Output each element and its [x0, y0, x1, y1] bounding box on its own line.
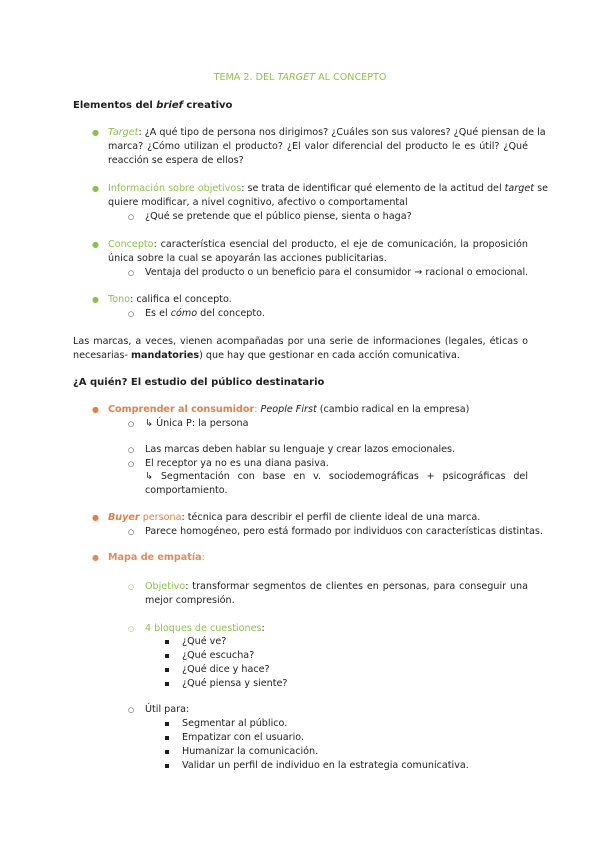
comprender-sub-3b-2: comportamiento.: [145, 485, 228, 496]
concepto-label: Concepto: [108, 239, 154, 250]
sub-bullet-circle: ○: [128, 420, 135, 428]
info-line-1: Información sobre objetivos: se trata de identificar qué elemento de la actitud del target se: [108, 183, 548, 194]
bloques-label-line: 4 bloques de cuestiones:: [145, 623, 265, 634]
comprender-sub-3: El receptor ya no es una diana pasiva.: [145, 458, 329, 469]
buyer-sub-1: Parece homogéneo, pero está formado por individuos con características distintas.: [145, 526, 543, 537]
sub-bullet-circle: ○: [128, 460, 135, 468]
target-line-3: reacción se espera de ellos?: [108, 155, 244, 166]
comprender-line-1: Comprender al consumidor: People First (cambio radical en la empresa): [108, 404, 470, 415]
bullet-dot: ●: [92, 240, 99, 249]
marcas-line-1: Las marcas, a veces, vienen acompañadas por una serie de informaciones (legales, éticas o: [73, 336, 528, 347]
bloque-item: ¿Qué escucha?: [182, 650, 255, 661]
square-bullet: [165, 668, 169, 672]
util-item: Validar un perfil de individuo en la estrategia comunicativa.: [182, 760, 469, 771]
util-label: Útil para:: [145, 704, 190, 715]
sub-bullet-circle: ○: [128, 446, 135, 454]
bullet-dot: ●: [92, 553, 99, 562]
sub-bullet-circle: ○: [128, 213, 135, 221]
comprender-sub-2: Las marcas deben hablar su lenguaje y crear lazos emocionales.: [145, 444, 456, 455]
bullet-dot: ●: [92, 513, 99, 522]
bullet-dot: ●: [92, 184, 99, 193]
util-item: Empatizar con el usuario.: [182, 732, 305, 743]
bloque-item: ¿Qué piensa y siente?: [182, 678, 288, 689]
square-bullet: [165, 764, 169, 768]
sub-bullet-circle: ○: [128, 706, 135, 714]
title-italic: TARGET: [277, 72, 316, 83]
sub-bullet-circle: ○: [128, 583, 135, 591]
target-label: Target: [108, 127, 139, 138]
mapa-label: Mapa de empatía: [108, 552, 202, 563]
sub-bullet-circle: ○: [128, 528, 135, 536]
info-line-2: quiere modificar, a nivel cognitivo, afectivo o comportamental: [108, 197, 408, 208]
bullet-dot: ●: [92, 128, 99, 137]
section-heading-elementos: Elementos del brief creativo: [73, 100, 233, 111]
tono-sub-1: Es el cómo del concepto.: [145, 308, 265, 319]
target-line-1: Target: ¿A qué tipo de persona nos dirigimos? ¿Cuáles son sus valores? ¿Qué piensan de la: [108, 127, 546, 138]
concepto-line-2: única sobre la cual se apoyarán las acciones publicitarias.: [108, 253, 387, 264]
comprender-label: Comprender al consumidor: [108, 404, 255, 415]
square-bullet: [165, 682, 169, 686]
square-bullet: [165, 722, 169, 726]
title-pre: TEMA 2. DEL: [213, 72, 278, 83]
comprender-sub-1: ↳ Única P: la persona: [145, 418, 249, 429]
bloques-label: 4 bloques de cuestiones: [145, 623, 262, 634]
bullet-dot: ●: [92, 295, 99, 304]
title-post: AL CONCEPTO: [315, 72, 387, 83]
info-sub-1: ¿Qué se pretende que el público piense, sienta o haga?: [145, 211, 412, 222]
buyer-line-1: Buyer persona: técnica para describir el perfil de cliente ideal de una marca.: [108, 512, 481, 523]
util-item: Humanizar la comunicación.: [182, 746, 319, 757]
sub-bullet-circle: ○: [128, 625, 135, 633]
objetivo-line-1: Objetivo: transformar segmentos de clientes en personas, para conseguir una: [145, 581, 528, 592]
mapa-line: Mapa de empatía:: [108, 552, 205, 563]
square-bullet: [165, 654, 169, 658]
comprender-sub-3b-1: ↳ Segmentación con base en v. sociodemográficas + psicográficas del: [145, 471, 528, 482]
marcas-line-2: necesarias- mandatories) que hay que gestionar en cada acción comunicativa.: [73, 350, 460, 361]
sub-bullet-circle: ○: [128, 269, 135, 277]
concepto-sub-1: Ventaja del producto o un beneficio para el consumidor → racional o emocional.: [145, 267, 529, 278]
util-item: Segmentar al público.: [182, 718, 288, 729]
concepto-line-1: Concepto: característica esencial del producto, el eje de comunicación, la proposición: [108, 239, 528, 250]
bloque-item: ¿Qué ve?: [182, 636, 227, 647]
page-title: [0, 71, 600, 85]
sub-bullet-circle: ○: [128, 310, 135, 318]
objetivo-line-2: mejor compresión.: [145, 595, 235, 606]
tono-line-1: Tono: califica el concepto.: [108, 294, 232, 305]
objetivo-label: Objetivo: [145, 581, 186, 592]
buyer-label-italic: Buyer: [108, 512, 140, 523]
square-bullet: [165, 736, 169, 740]
tono-label: Tono: [108, 294, 131, 305]
target-line-2: marca? ¿Cómo utilizan el producto? ¿El valor diferencial del producto le es útil? ¿Qué: [108, 141, 528, 152]
bloque-item: ¿Qué dice y hace?: [182, 664, 270, 675]
square-bullet: [165, 750, 169, 754]
section-heading-quien: ¿A quién? El estudio del público destinatario: [73, 377, 325, 388]
bullet-dot: ●: [92, 405, 99, 414]
square-bullet: [165, 640, 169, 644]
info-label: Información sobre objetivos: [108, 183, 242, 194]
